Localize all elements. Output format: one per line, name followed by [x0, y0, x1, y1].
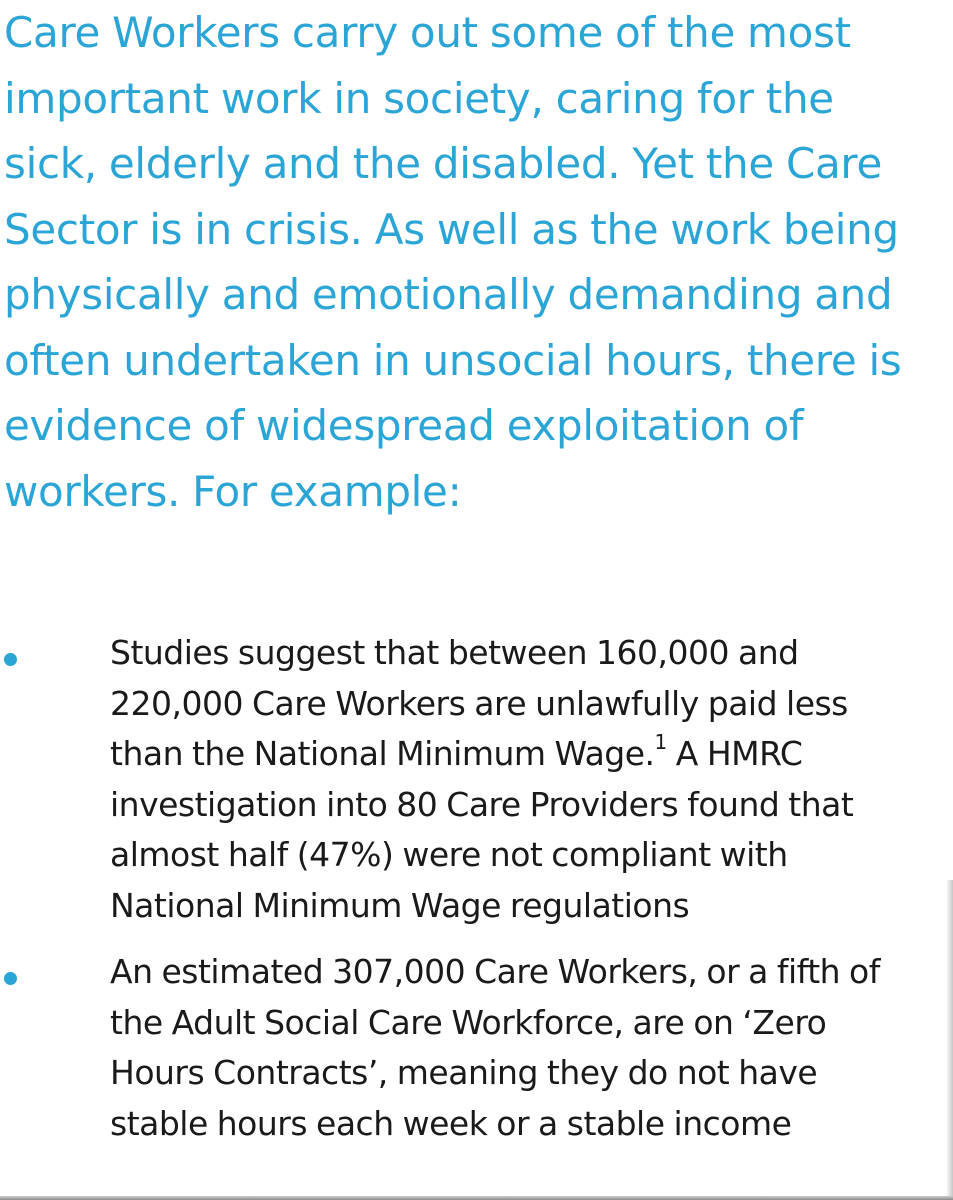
footnote-reference[interactable]: 1 — [654, 730, 667, 754]
page-bottom-edge — [0, 1196, 953, 1200]
list-item — [0, 947, 953, 1149]
intro-paragraph: Care Workers carry out some of the most important work in society, caring for the sick, elderly and the disabled. Yet the Care Sector is in crisis. As well as the work being physically and emotionally demanding and often undertaken in unsocial hours, there is evidence of widespread exploitation of workers. For example: — [4, 8, 902, 516]
bullet-icon — [4, 653, 17, 666]
bullet-text-part: Studies suggest that between 160,000 and 220,000 Care Workers are unlawfully paid less than the National Minimum Wage. — [110, 633, 848, 773]
list-item — [0, 628, 953, 931]
bullet-text: An estimated 307,000 Care Workers, or a fifth of the Adult Social Care Workforce, are on ‘Zero Hours Contracts’, meaning they do not have stable hours each week or a stable income — [110, 952, 880, 1143]
bullet-list — [0, 628, 953, 1165]
page-edge-shadow — [946, 880, 953, 1200]
bullet-text — [110, 628, 910, 931]
bullet-icon — [4, 972, 17, 985]
bullet-text-part: A HMRC investigation into 80 Care Providers found that almost half (47%) were not compliant with National Minimum Wage regulations — [110, 734, 854, 925]
